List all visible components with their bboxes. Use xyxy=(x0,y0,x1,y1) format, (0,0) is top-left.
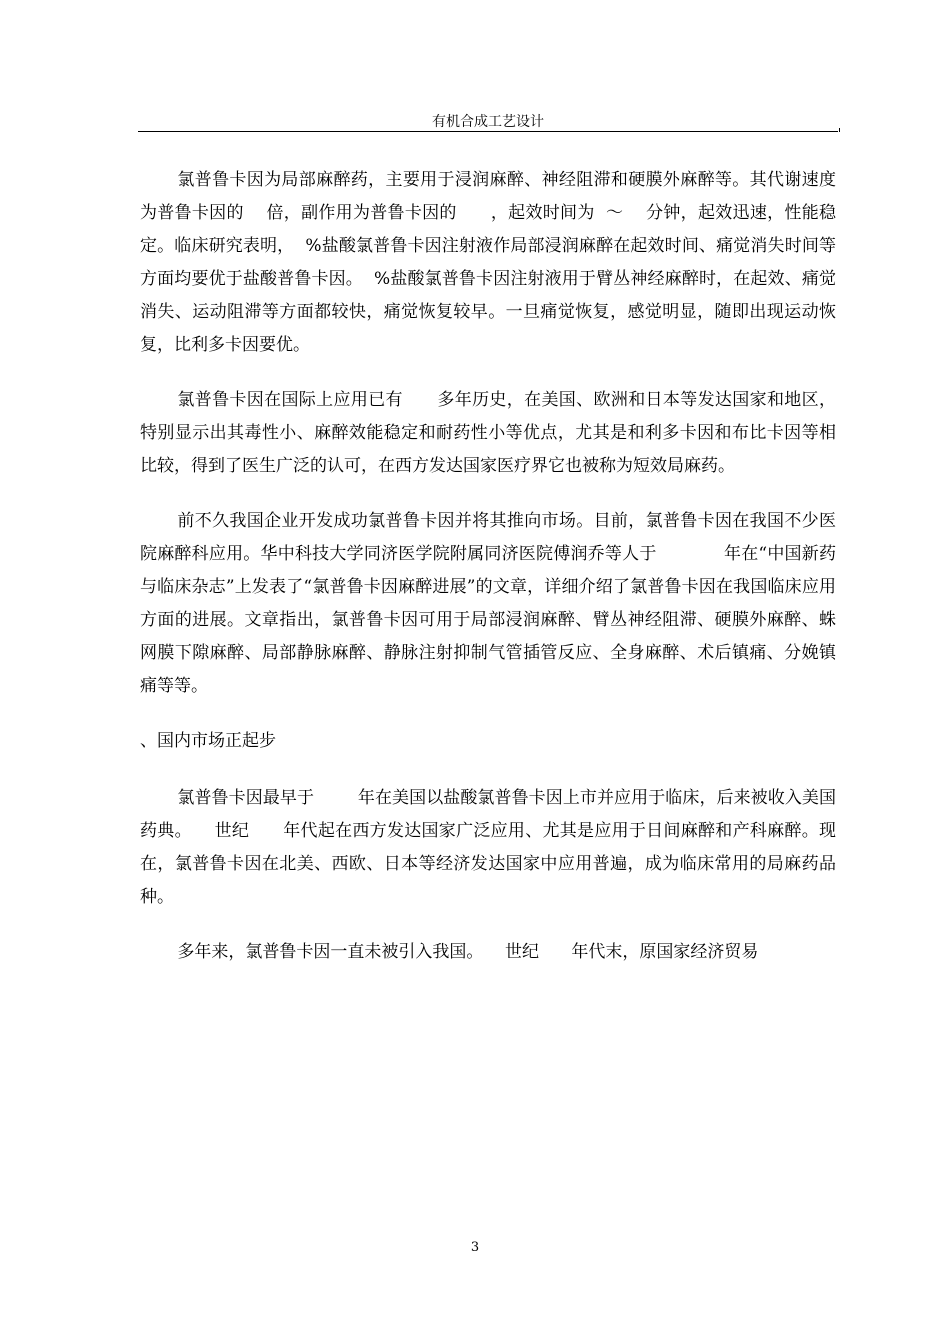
paragraph-1: 氯普鲁卡因为局部麻醉药，主要用于浸润麻醉、神经阻滞和硬膜外麻醉等。其代谢速度为普鲁卡因的 倍，副作用为普鲁卡因的 ，起效时间为 ～ 分钟，起效迅速，性能稳定。临床研究表明， %盐酸氯普鲁卡因注射液作局部浸润麻醉在起效时间、痛觉消失时间等方面均要优于盐酸普鲁卡因。 %盐酸氯普鲁卡因注射液用于臂丛神经麻醉时，在起效、痛觉消失、运动阻滞等方面都较快，痛觉恢复较早。一旦痛觉恢复，感觉明显，随即出现运动恢复，比利多卡因要优。 xyxy=(140,170,836,355)
paragraph-4: 氯普鲁卡因最早于 年在美国以盐酸氯普鲁卡因上市并应用于临床，后来被收入美国药典。 世纪 年代起在西方发达国家广泛应用、尤其是应用于日间麻醉和产科麻醉。现在，氯普鲁卡因在北美、西欧、日本等经济发达国家中应用普遍，成为临床常用的局麻药品种。 xyxy=(140,788,836,907)
page-header: 有机合成工艺设计 xyxy=(432,114,544,130)
header-rule xyxy=(138,131,838,132)
section-heading: 、国内市场正起步 xyxy=(140,731,276,751)
document-body xyxy=(140,164,836,991)
paragraph-2: 氯普鲁卡因在国际上应用已有 多年历史，在美国、欧洲和日本等发达国家和地区，特别显示出其毒性小、麻醉效能稳定和耐药性小等优点，尤其是和利多卡因和布比卡因等相比较，得到了医生广泛的认可，在西方发达国家医疗界它也被称为短效局麻药。 xyxy=(140,390,836,476)
paragraph-5: 多年来，氯普鲁卡因一直未被引入我国。 世纪 年代末，原国家经济贸易 xyxy=(177,942,759,962)
paragraph-3: 前不久我国企业开发成功氯普鲁卡因并将其推向市场。目前，氯普鲁卡因在我国不少医院麻醉科应用。华中科技大学同济医学院附属同济医院傅润乔等人于 年在“中国新药与临床杂志”上发表了“氯普鲁卡因麻醉进展”的文章，详细介绍了氯普鲁卡因在我国临床应用方面的进展。文章指出，氯普鲁卡因可用于局部浸润麻醉、臂丛神经阻滞、硬膜外麻醉、蛛网膜下隙麻醉、局部静脉麻醉、静脉注射抑制气管插管反应、全身麻醉、术后镇痛、分娩镇痛等等。 xyxy=(140,511,836,696)
page-number: 3 xyxy=(470,1240,480,1255)
